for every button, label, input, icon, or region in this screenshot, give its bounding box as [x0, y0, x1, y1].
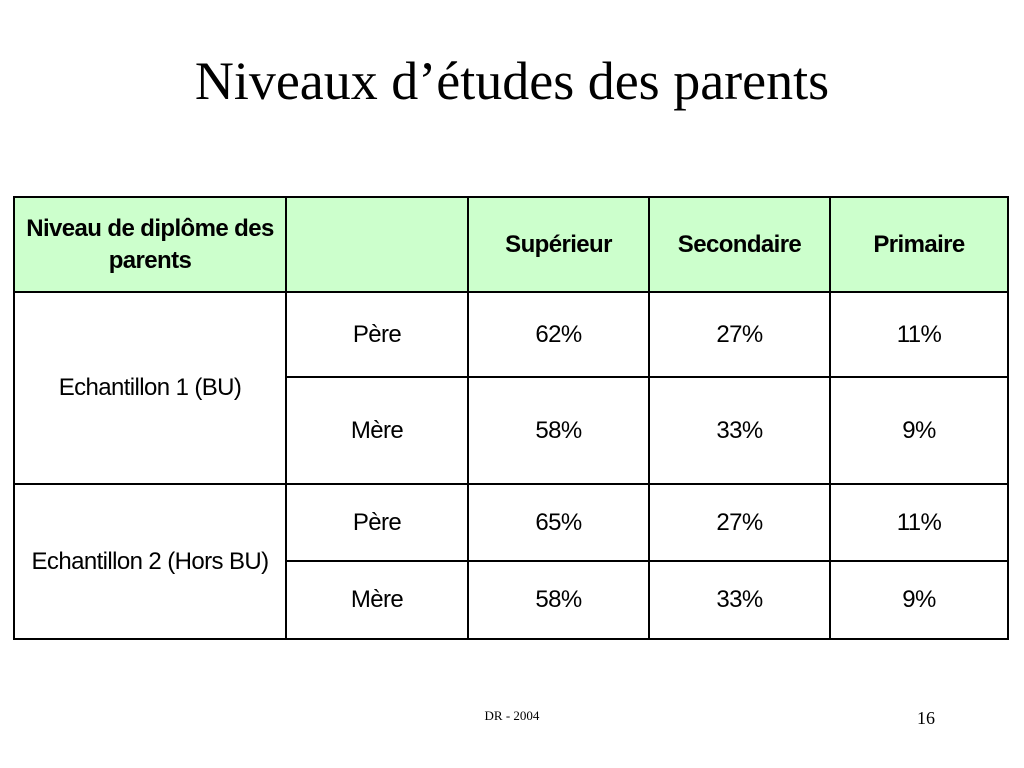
- footer-author-year: DR - 2004: [484, 708, 540, 723]
- header-empty: [286, 197, 468, 292]
- value-secondaire: 33%: [649, 561, 830, 639]
- value-primaire: 9%: [830, 561, 1008, 639]
- value-primaire: 11%: [830, 292, 1008, 377]
- table-header-row: [14, 197, 1008, 292]
- table-container: [13, 196, 1009, 640]
- page-number: 16: [917, 708, 935, 728]
- value-primaire: 9%: [830, 377, 1008, 484]
- sample-2-label: Echantillon 2 (Hors BU): [14, 484, 286, 639]
- slide-title: Niveaux d’études des parents: [194, 51, 830, 111]
- parent-label: Mère: [286, 377, 468, 484]
- value-primaire: 11%: [830, 484, 1008, 561]
- header-superieur: Supérieur: [468, 197, 649, 292]
- parent-label: Père: [286, 292, 468, 377]
- parents-education-table: [13, 196, 1009, 640]
- parent-label: Mère: [286, 561, 468, 639]
- table-row: [14, 484, 1008, 561]
- header-secondaire: Secondaire: [649, 197, 830, 292]
- value-superieur: 65%: [468, 484, 649, 561]
- sample-1-label: Echantillon 1 (BU): [14, 292, 286, 484]
- header-primaire: Primaire: [830, 197, 1008, 292]
- value-secondaire: 33%: [649, 377, 830, 484]
- value-superieur: 58%: [468, 377, 649, 484]
- value-secondaire: 27%: [649, 292, 830, 377]
- parent-label: Père: [286, 484, 468, 561]
- header-diploma-level: Niveau de diplôme des parents: [14, 197, 286, 292]
- value-superieur: 62%: [468, 292, 649, 377]
- value-superieur: 58%: [468, 561, 649, 639]
- value-secondaire: 27%: [649, 484, 830, 561]
- table-row: [14, 292, 1008, 377]
